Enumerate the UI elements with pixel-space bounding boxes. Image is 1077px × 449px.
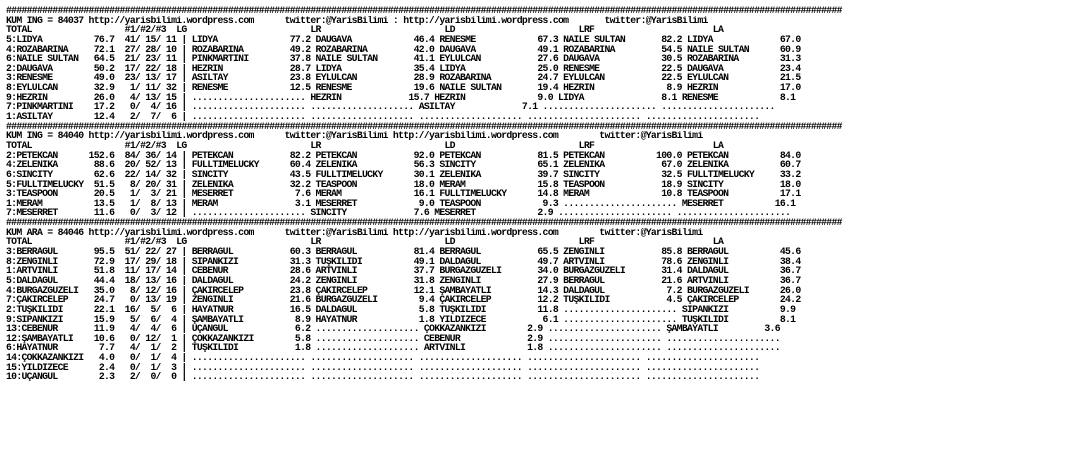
- data-row: 8:EYLÜLCAN 32.9 1/ 11/ 32 | RENESME 12.5 RENESME 19.6 NAİLE SULTAN 19.4 HEZRİN 8.9 HEZRİN 17.0: [6, 83, 801, 93]
- data-row: 4:ROZABARINA 72.1 27/ 28/ 10 | ROZABARINA 49.2 ROZABARINA 42.0 DAUGAVA 49.1 ROZABARINA 54.5 NAİLE SULTAN 60.9: [6, 44, 801, 55]
- data-row: 7:ÇAKIRCELEP 24.7 0/ 13/ 19 | ZENGİNLİ 21.6 BURGAZGÜZELİ 9.4 ÇAKIRCELEP 12.2 TUŞKİLİDİ 4.5 ÇAKIRCELEP 24.2: [6, 295, 801, 305]
- data-row: 6:SINCITY 62.6 22/ 14/ 32 | SINCITY 43.5 FULLTIMELUCKY 30.1 ZELENİKA 39.7 SINCITY 32.5 FULLTIMELUCKY 33.2: [6, 169, 801, 180]
- data-row: 1:ASİLTAY 12.4 2/ 7/ 6 | ...................... .................... .................... ...................... ......................: [6, 112, 760, 122]
- column-header-line: TOTAL #1/#2/#3 LG LR LD LRF LA: [6, 25, 724, 35]
- data-row: 3:BERRAGÜL 95.5 51/ 22/ 27 | BERRAGÜL 60.3 BERRAGÜL 81.4 BERRAGÜL 65.5 ZENGİNLİ 85.8 BERRAGÜL 45.6: [6, 247, 801, 257]
- data-row: 3:RENESME 49.0 23/ 13/ 17 | ASİLTAY 23.8 EYLÜLCAN 28.9 ROZABARINA 24.7 EYLÜLCAN 22.5 EYLÜLCAN 21.5: [6, 73, 801, 84]
- data-row: 2:PETEKCAN 152.6 84/ 36/ 14 | PETEKCAN 82.2 PETEKCAN 92.0 PETEKCAN 81.5 PETEKCAN 100.0 PETEKCAN 84.0: [6, 150, 801, 161]
- data-row: 2:TUŞKİLİDİ 22.1 16/ 5/ 6 | HAYATNUR 16.5 DALDAGÜL 5.8 TUŞKİLİDİ 11.8 ...................... SİPANKIZI 9.9: [6, 304, 796, 315]
- data-row: 1:MERAM 13.5 1/ 8/ 13 | MERAM 3.1 MESERRET 9.0 TEASPOON 9.3 ...................... MESERRET 16.1: [6, 198, 796, 209]
- data-row: 2:DAUGAVA 50.2 17/ 22/ 18 | HEZRİN 28.7 LİDYA 35.4 LİDYA 25.0 RENESME 22.5 DAUGAVA 23.4: [6, 63, 801, 74]
- separator-line: ##################################################################################################################################################################: [6, 121, 842, 132]
- data-row: 12:ŞAMBAYATLI 10.6 0/ 12/ 1 | ÇOKKAZANKIZI 5.8 .................... CEBENUR 2.9 ...................... ......................: [6, 333, 780, 344]
- data-row: 4:BURGAZGÜZELİ 35.0 8/ 12/ 16 | ÇAKIRCELEP 23.8 ÇAKIRCELEP 12.1 ŞAMBAYATLI 14.3 DALDAGÜL 7.2 BURGAZGÜZELİ 26.0: [6, 285, 801, 296]
- race-block-kum-ing: [6, 6, 1074, 122]
- data-row: 7:MESERRET 11.6 0/ 3/ 12 | ...................... SINCITY 7.6 MESERRET 2.9 ...................... ......................: [6, 208, 791, 219]
- race-block-kum-ara: [6, 218, 1074, 382]
- column-header-line: TOTAL #1/#2/#3 LG LR LD LRF LA: [6, 237, 724, 248]
- data-row: 5:FULLTIMELUCKY 51.5 8/ 20/ 31 | ZELENİKA 32.2 TEASPOON 18.0 MERAM 15.8 TEASPOON 18.9 SINCITY 18.0: [6, 179, 801, 190]
- data-row: 10:UÇANGÜL 2.3 2/ 0/ 0 | ...................... .................... .................... ...................... ......................: [6, 372, 760, 382]
- data-row: 3:TEASPOON 20.5 1/ 3/ 21 | MESERRET 7.6 MERAM 16.1 FULLTIMELUCKY 14.8 MERAM 10.8 TEASPOON 17.1: [6, 189, 801, 199]
- data-row: 15:YILDIZECE 2.4 0/ 1/ 3 | ...................... .................... .................... ...................... ......................: [6, 362, 760, 373]
- race-stats-text-document: [6, 6, 1074, 446]
- race-header-line: KUM ARA = 84046 http://yarisbilimi.wordpress.com twitter:@YarisBilimi http://yarisbilimi.wordpress.com twitter:@YarisBilimi: [6, 227, 703, 238]
- race-header-line: KUM ING = 84037 http://yarisbilimi.wordpress.com twitter:@YarisBilimi : http://yarisbilimi.wordpress.com twitter:@YarisBilimi: [6, 15, 708, 26]
- data-row: 5:LİDYA 76.7 41/ 15/ 11 | LİDYA 77.2 DAUGAVA 46.4 RENESME 67.3 NAİLE SULTAN 82.2 LİDYA 67.0: [6, 34, 801, 45]
- race-header-line: KUM ING = 84040 http://yarisbilimi.wordpress.com twitter:@YarisBilimi http://yarisbilimi.wordpress.com twitter:@YarisBilimi: [6, 131, 703, 141]
- data-row: 1:ARTVİNLİ 51.8 11/ 17/ 14 | CEBENUR 28.6 ARTVİNLİ 37.7 BURGAZGÜZELİ 34.0 BURGAZGÜZELİ 31.4 DALDAGÜL 36.7: [6, 266, 801, 276]
- data-row: 9:SİPANKIZI 15.9 5/ 6/ 4 | ŞAMBAYATLI 8.9 HAYATNUR 1.8 YILDIZECE 6.1 ...................... TUŞKİLİDİ 8.1: [6, 314, 796, 325]
- data-row: 6:NAİLE SULTAN 64.5 21/ 23/ 11 | PİNKMARTİNİ 37.8 NAİLE SULTAN 41.1 EYLÜLCAN 27.6 DAUGAVA 30.5 ROZABARINA 31.3: [6, 54, 801, 64]
- separator-line: ##################################################################################################################################################################: [6, 6, 842, 16]
- data-row: 9:HEZRİN 26.0 4/ 13/ 15 | ...................... HEZRİN 15.7 HEZRİN 9.0 LİDYA 8.1 RENESME 8.1: [6, 92, 796, 103]
- column-header-line: TOTAL #1/#2/#3 LG LR LD LRF LA: [6, 140, 724, 151]
- data-row: 13:CEBENUR 11.9 4/ 4/ 6 | UÇANGÜL 6.2 .................... ÇOKKAZANKIZI 2.9 ...................... ŞAMBAYATLI 3.6: [6, 324, 780, 334]
- data-row: 8:ZENGİNLİ 72.9 17/ 29/ 18 | SİPANKIZI 31.3 TUŞKİLİDİ 49.1 DALDAGÜL 49.7 ARTVİNLİ 78.6 ZENGİNLİ 38.4: [6, 256, 801, 267]
- data-row: 4:ZELENİKA 88.6 20/ 52/ 13 | FULLTIMELUCKY 60.4 ZELENİKA 56.3 SINCITY 65.1 ZELENİKA 67.0 ZELENİKA 60.7: [6, 160, 801, 170]
- data-row: 5:DALDAGÜL 44.4 18/ 13/ 16 | DALDAGÜL 24.2 ZENGİNLİ 31.8 ZENGİNLİ 27.9 BERRAGÜL 21.6 ARTVİNLİ 36.7: [6, 275, 801, 286]
- separator-line: ##################################################################################################################################################################: [6, 218, 842, 228]
- data-row: 14:ÇOKKAZANKIZI 4.0 0/ 1/ 4 | ...................... .................... .................... ...................... ......................: [6, 353, 760, 363]
- race-block-kum-ing-84040: [6, 122, 1074, 218]
- data-row: 7:PİNKMARTİNİ 17.2 0/ 4/ 16 | ...................... .................... ASİLTAY 7.1 ...................... ......................: [6, 102, 775, 113]
- data-row: 6:HAYATNUR 7.7 4/ 1/ 2 | TUŞKİLİDİ 1.8 .................... ARTVİNLİ 1.8 ...................... ......................: [6, 343, 780, 354]
